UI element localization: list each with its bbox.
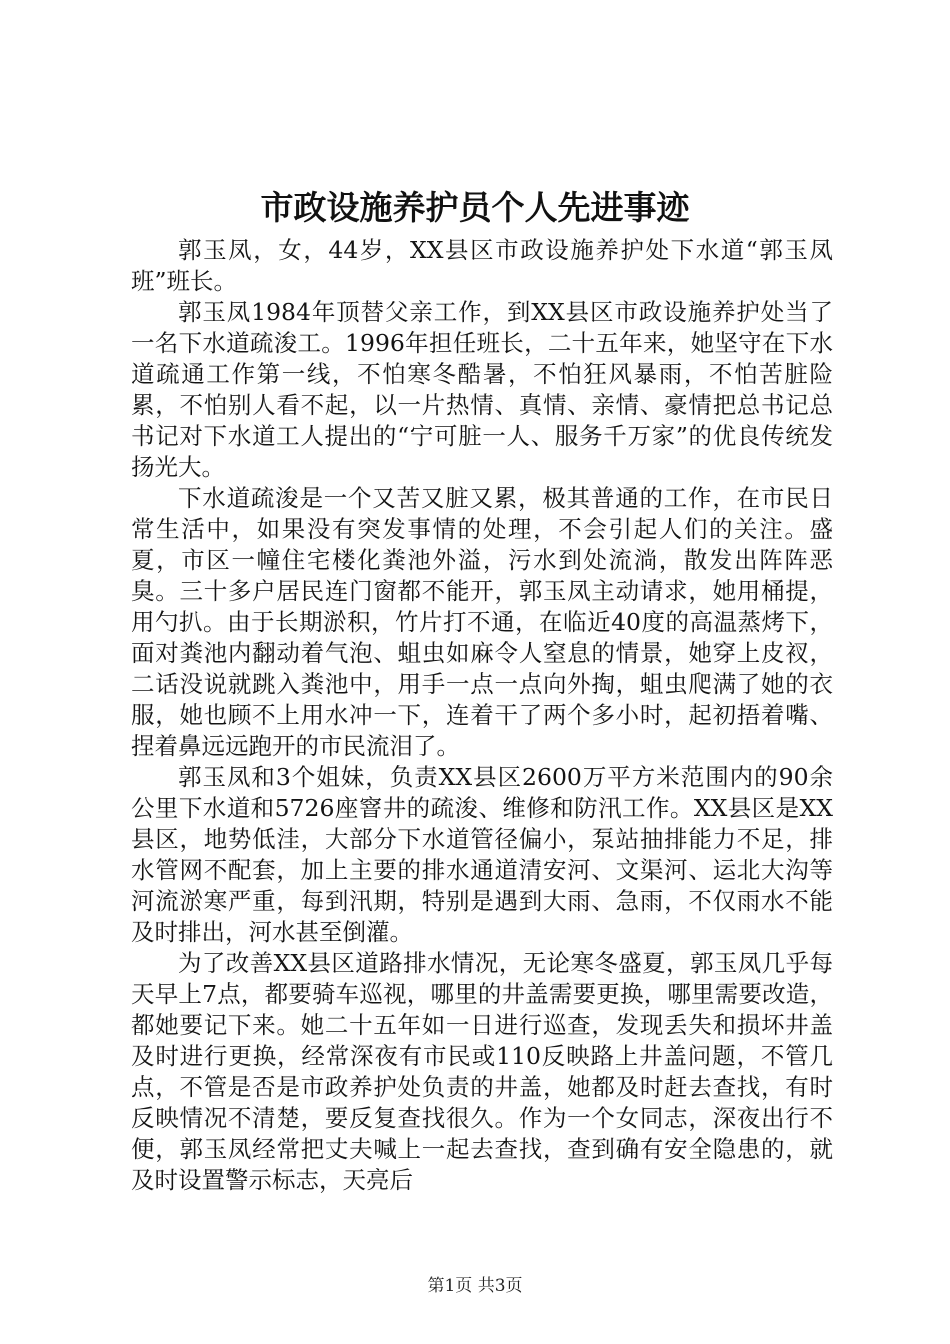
document-body (131, 235, 833, 1196)
page-number-footer: 第1页 共3页 (427, 1276, 523, 1296)
paragraph: 郭玉凤1984年顶替父亲工作，到XX县区市政设施养护处当了一名下水道疏浚工。1996年担任班长，二十五年来，她坚守在下水道疏通工作第一线，不怕寒冬酷暑，不怕狂风暴雨，不怕苦脏险累，不怕别人看不起，以一片热情、真情、亲情、豪情把总书记总书记对下水道工人提出的“宁可脏一人、服务千万家”的优良传统发扬光大。 (131, 298, 833, 481)
paragraph: 郭玉凤和3个姐妹，负责XX县区2600万平方米范围内的90余公里下水道和5726座窨井的疏浚、维修和防汛工作。XX县区是XX县区，地势低洼，大部分下水道管径偏小，泵站抽排能力不足，排水管网不配套，加上主要的排水通道清安河、文渠河、运北大沟等河流淤寒严重，每到汛期，特别是遇到大雨、急雨，不仅雨水不能及时排出，河水甚至倒灌。 (131, 763, 833, 946)
paragraph: 为了改善XX县区道路排水情况，无论寒冬盛夏，郭玉凤几乎每天早上7点，都要骑车巡视，哪里的井盖需要更换，哪里需要改造，都她要记下来。她二十五年如一日进行巡查，发现丢失和损坏井盖及时进行更换，经常深夜有市民或110反映路上井盖问题，不管几点，不管是否是市政养护处负责的井盖，她都及时赶去查找，有时反映情况不清楚，要反复查找很久。作为一个女同志，深夜出行不便，郭玉凤经常把丈夫喊上一起去查找，查到确有安全隐患的，就及时设置警示标志，天亮后 (131, 949, 833, 1194)
paragraph: 下水道疏浚是一个又苦又脏又累，极其普通的工作，在市民日常生活中，如果没有突发事情的处理，不会引起人们的关注。盛夏，市区一幢住宅楼化粪池外溢，污水到处流淌，散发出阵阵恶臭。三十多户居民连门窗都不能开，郭玉凤主动请求，她用桶提，用勺扒。由于长期淤积，竹片打不通，在临近40度的高温蒸烤下，面对粪池内翻动着气泡、蛆虫如麻令人窒息的情景，她穿上皮衩，二话没说就跳入粪池中，用手一点一点向外掏，蛆虫爬满了她的衣服，她也顾不上用水冲一下，连着干了两个多小时，起初捂着嘴、捏着鼻远远跑开的市民流泪了。 (131, 484, 833, 760)
paragraph: 郭玉凤，女，44岁，XX县区市政设施养护处下水道“郭玉凤班”班长。 (131, 236, 833, 295)
document-title: 市政设施养护员个人先进事迹 (260, 188, 690, 227)
